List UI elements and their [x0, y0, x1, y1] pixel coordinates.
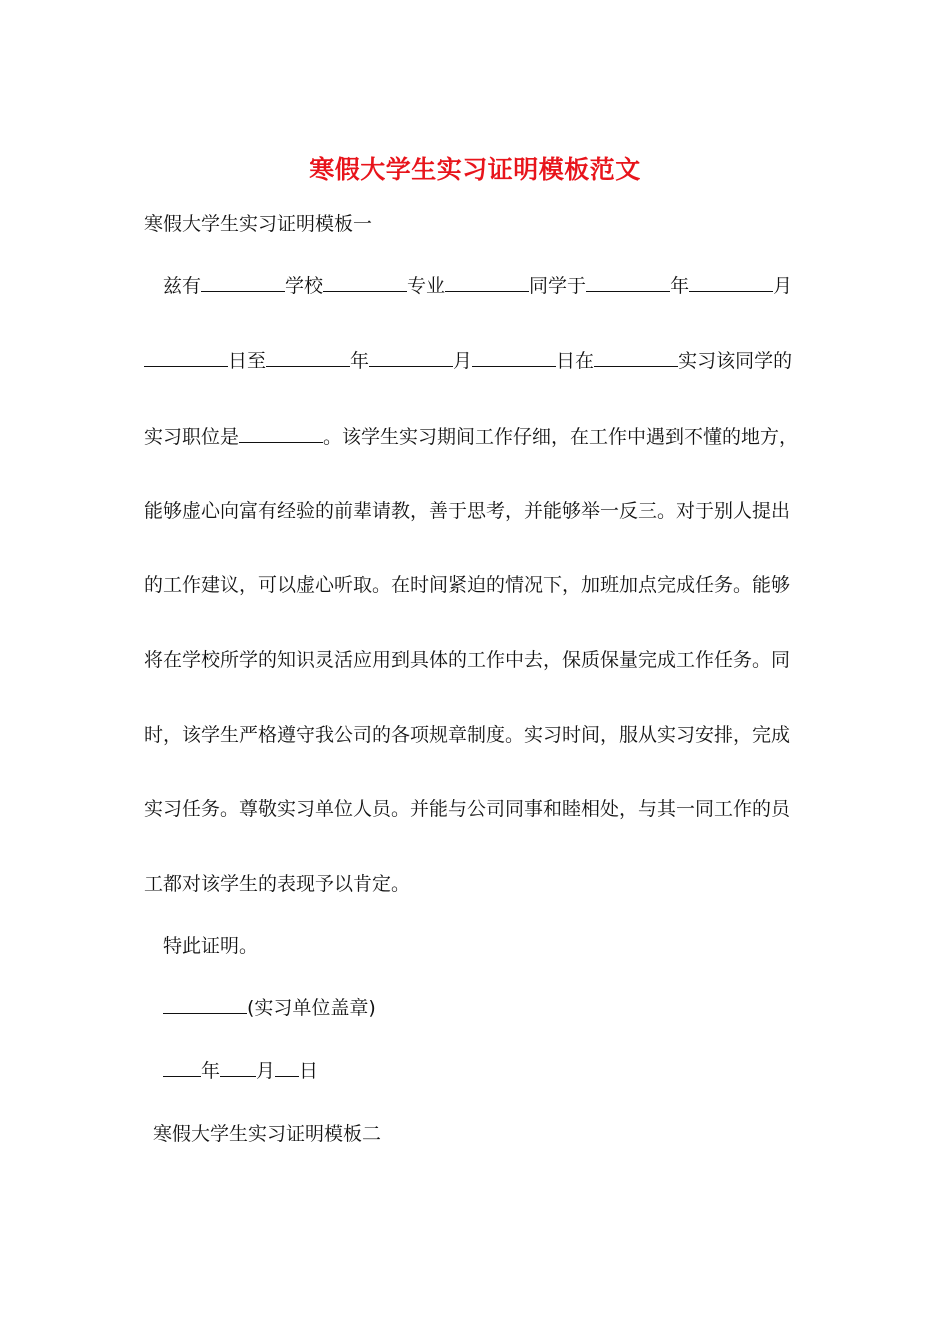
closing-text: 特此证明。 [163, 935, 259, 957]
date-line [163, 1058, 318, 1084]
blank-field [472, 348, 556, 367]
form-line-1 [163, 273, 792, 299]
date-month-label: 月 [256, 1060, 276, 1082]
blank-field [594, 348, 678, 367]
document-title: 寒假大学生实习证明模板范文 [309, 155, 641, 184]
blank-field [266, 348, 350, 367]
form-text: 日至 [228, 350, 267, 372]
body-line: 时，该学生严格遵守我公司的各项规章制度。实习时间，服从实习安排，完成 [144, 724, 791, 746]
form-line-3 [144, 424, 798, 450]
section2-heading: 寒假大学生实习证明模板二 [153, 1123, 382, 1145]
form-text: 同学于 [529, 275, 587, 297]
form-text: 月 [453, 350, 473, 372]
blank-field [220, 1058, 256, 1077]
blank-field [163, 1058, 201, 1077]
blank-field [275, 1058, 299, 1077]
form-text: 年 [350, 350, 370, 372]
form-text: 实习该同学的 [678, 350, 793, 372]
date-year-label: 年 [201, 1060, 221, 1082]
blank-field [163, 995, 247, 1014]
form-text: 兹有 [163, 275, 202, 297]
blank-field [239, 424, 323, 443]
form-text: 年 [670, 275, 690, 297]
form-text: 实习职位是 [144, 426, 240, 448]
body-line: 实习任务。尊敬实习单位人员。并能与公司同事和睦相处，与其一同工作的员 [144, 798, 791, 820]
blank-field [201, 273, 285, 292]
seal-line [163, 995, 376, 1021]
body-line: 将在学校所学的知识灵活应用到具体的工作中去，保质保量完成工作任务。同 [144, 649, 791, 671]
body-line: 工都对该学生的表现予以肯定。 [144, 873, 411, 895]
seal-label: (实习单位盖章) [247, 997, 376, 1019]
blank-field [586, 273, 670, 292]
section1-heading: 寒假大学生实习证明模板一 [144, 213, 373, 235]
form-text: 日在 [556, 350, 595, 372]
form-line-2 [144, 348, 792, 374]
blank-field [144, 348, 228, 367]
form-text: 专业 [407, 275, 446, 297]
form-text: 月 [773, 275, 793, 297]
body-line: 的工作建议，可以虚心听取。在时间紧迫的情况下，加班加点完成任务。能够 [144, 574, 791, 596]
date-day-label: 日 [299, 1060, 319, 1082]
form-text: 学校 [285, 275, 324, 297]
blank-field [323, 273, 407, 292]
form-text: 。该学生实习期间工作仔细，在工作中遇到不懂的地方， [323, 426, 799, 448]
body-line: 能够虚心向富有经验的前辈请教，善于思考，并能够举一反三。对于别人提出 [144, 500, 791, 522]
blank-field [445, 273, 529, 292]
blank-field [689, 273, 773, 292]
blank-field [369, 348, 453, 367]
